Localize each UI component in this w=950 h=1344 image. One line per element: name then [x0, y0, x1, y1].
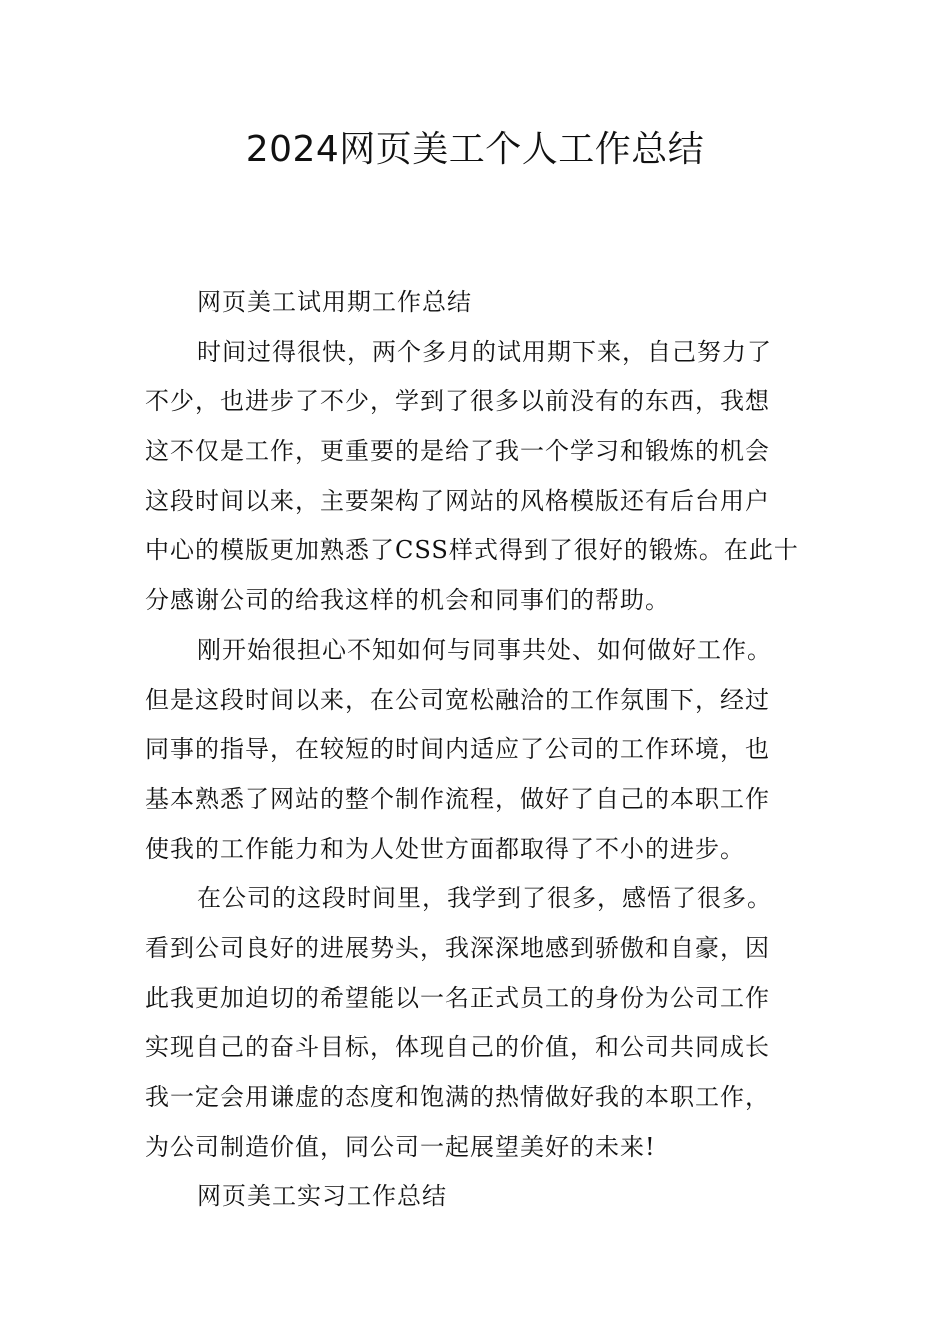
- paragraph-line: 分感谢公司的给我这样的机会和同事们的帮助。: [145, 586, 670, 615]
- paragraph-line: 此我更加迫切的希望能以一名正式员工的身份为公司工作: [145, 983, 770, 1012]
- paragraph-line: 中心的模版更加熟悉了CSS样式得到了很好的锻炼。在此十: [145, 536, 799, 565]
- document-body: [145, 278, 805, 1222]
- paragraph-line: 实现自己的奋斗目标，体现自己的价值，和公司共同成长: [145, 1033, 770, 1062]
- paragraph-line: 刚开始很担心不知如何与同事共处、如何做好工作。: [197, 635, 772, 664]
- paragraph-line: 使我的工作能力和为人处世方面都取得了不小的进步。: [145, 834, 745, 863]
- paragraph-line: 不少，也进步了不少，学到了很多以前没有的东西，我想: [145, 387, 770, 416]
- paragraph-line: 这不仅是工作，更重要的是给了我一个学习和锻炼的机会: [145, 437, 770, 466]
- paragraph-line: 在公司的这段时间里，我学到了很多，感悟了很多。: [197, 884, 772, 913]
- section-heading: 网页美工实习工作总结: [197, 1182, 447, 1211]
- paragraph-line: 为公司制造价值，同公司一起展望美好的未来!: [145, 1132, 656, 1161]
- paragraph-line: 但是这段时间以来，在公司宽松融洽的工作氛围下，经过: [145, 685, 770, 714]
- document-title: 2024网页美工个人工作总结: [245, 129, 705, 170]
- paragraph-line: 我一定会用谦虚的态度和饱满的热情做好我的本职工作，: [145, 1083, 770, 1111]
- paragraph-line: 基本熟悉了网站的整个制作流程，做好了自己的本职工作: [145, 784, 770, 813]
- section-heading: 网页美工试用期工作总结: [197, 288, 472, 316]
- paragraph-line: 同事的指导，在较短的时间内适应了公司的工作环境，也: [145, 735, 770, 764]
- paragraph-line: 这段时间以来，主要架构了网站的风格模版还有后台用户: [145, 486, 770, 515]
- paragraph-line: 时间过得很快，两个多月的试用期下来，自己努力了: [197, 337, 772, 366]
- paragraph-line: 看到公司良好的进展势头，我深深地感到骄傲和自豪，因: [145, 933, 770, 962]
